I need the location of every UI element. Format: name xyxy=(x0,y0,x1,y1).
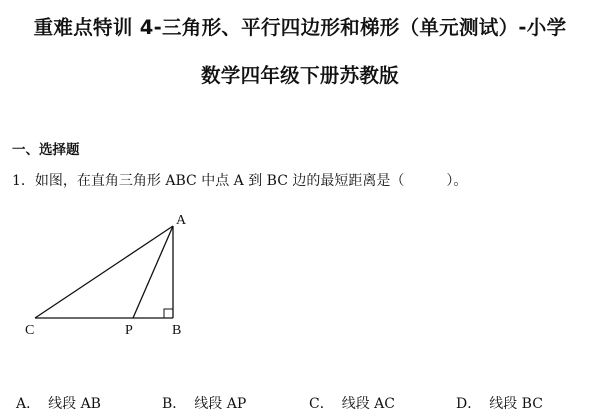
option-d[interactable] xyxy=(456,393,543,413)
option-d-letter: D． xyxy=(456,396,482,412)
segment-ap xyxy=(133,226,173,318)
answer-options xyxy=(0,393,600,415)
document-title-line-2: 数学四年级下册苏教版 xyxy=(200,64,399,87)
question-text: 如图，在直角三角形 ABC 中点 A 到 BC 边的最短距离是（ ）。 xyxy=(34,173,468,189)
option-d-text: 线段 BC xyxy=(489,396,543,412)
option-c[interactable] xyxy=(309,393,395,413)
segment-ac xyxy=(35,226,173,318)
option-b[interactable] xyxy=(162,393,246,413)
question-number: 1． xyxy=(12,173,35,189)
option-b-text: 线段 AP xyxy=(194,396,247,412)
option-c-text: 线段 AC xyxy=(341,396,395,412)
option-a-letter: A． xyxy=(16,396,41,412)
section-heading: 一、选择题 xyxy=(12,142,80,158)
option-a-text: 线段 AB xyxy=(48,396,101,412)
label-point-b: B xyxy=(172,323,182,338)
right-angle-marker xyxy=(164,309,173,318)
label-point-p: P xyxy=(125,323,133,338)
question-1 xyxy=(12,170,467,190)
option-b-letter: B． xyxy=(162,396,187,412)
document-title-line-1: 重难点特训 4-三角形、平行四边形和梯形（单元测试）-小学 xyxy=(33,16,567,39)
label-point-a: A xyxy=(176,213,187,228)
option-c-letter: C． xyxy=(309,396,334,412)
option-a[interactable] xyxy=(16,393,101,413)
label-point-c: C xyxy=(25,323,35,338)
